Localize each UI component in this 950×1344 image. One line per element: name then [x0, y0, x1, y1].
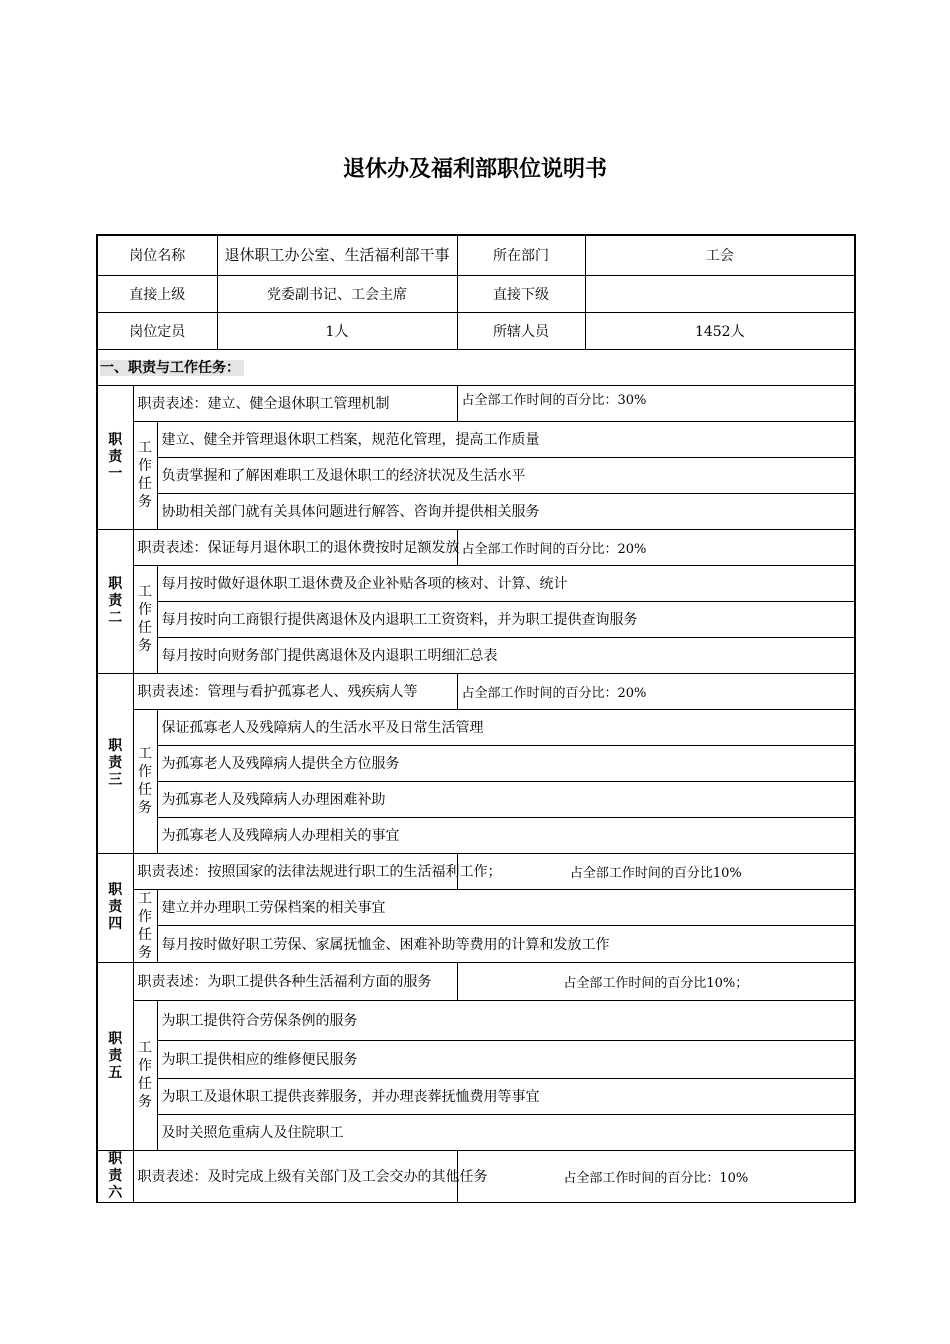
work-task-label-char: 作 — [138, 1058, 152, 1074]
duty-label-char: 责 — [108, 1167, 123, 1184]
task-item: 为职工及退休职工提供丧葬服务，并办理丧葬抚恤费用等事宜 — [157, 1078, 855, 1114]
work-task-label-char: 作 — [138, 458, 152, 474]
task-row — [97, 781, 855, 817]
duty-time-percent: 占全部工作时间的百分比10% — [457, 853, 855, 889]
duty-description: 职责表述：按照国家的法律法规进行职工的生活福利工作； — [133, 853, 457, 889]
work-task-label-char: 任 — [138, 1076, 152, 1092]
task-item: 为职工提供符合劳保条例的服务 — [157, 1000, 855, 1040]
work-task-label — [133, 565, 157, 673]
task-row — [97, 1114, 855, 1150]
task-row — [97, 601, 855, 637]
duty-desc-row — [97, 673, 855, 709]
duty-label-char: 责 — [108, 1047, 123, 1064]
task-item: 为孤寡老人及残障病人提供全方位服务 — [157, 745, 855, 781]
managed-value: 1452人 — [585, 312, 855, 349]
work-task-label — [133, 421, 157, 529]
task-item: 每月按时向工商银行提供离退休及内退职工工资资料，并为职工提供查询服务 — [157, 601, 855, 637]
work-task-label — [133, 1000, 157, 1150]
work-task-label-char: 务 — [138, 494, 152, 510]
duty-label-char: 职 — [108, 882, 123, 898]
duty-desc-row — [97, 1150, 855, 1202]
dept-label: 所在部门 — [457, 235, 585, 275]
work-task-label-char: 工 — [138, 440, 152, 456]
task-item: 为孤寡老人及残障病人办理困难补助 — [157, 781, 855, 817]
duty-description: 职责表述：建立、健全退休职工管理机制 — [133, 385, 457, 421]
task-item: 及时关照危重病人及住院职工 — [157, 1114, 855, 1150]
duty-label-char: 职 — [108, 737, 123, 754]
duty-label — [97, 853, 133, 962]
position-label: 岗位名称 — [97, 235, 217, 275]
work-task-label — [133, 889, 157, 962]
section-title: 一、职责与工作任务： — [100, 360, 244, 376]
task-item: 建立并办理职工劳保档案的相关事宜 — [157, 889, 855, 926]
subordinate-label: 直接下级 — [457, 275, 585, 312]
work-task-label — [133, 709, 157, 853]
info-row-superior — [97, 275, 855, 312]
subordinate-value — [585, 275, 855, 312]
duty-label-char: 责 — [108, 899, 123, 915]
superior-label: 直接上级 — [97, 275, 217, 312]
work-task-label-char: 工 — [138, 746, 152, 762]
duty-label-char: 职 — [108, 1030, 123, 1047]
duty-label-char: 职 — [108, 431, 123, 448]
task-item: 建立、健全并管理退休职工档案，规范化管理，提高工作质量 — [157, 421, 855, 457]
task-row — [97, 926, 855, 963]
duty-desc-row — [97, 385, 855, 421]
task-row — [97, 637, 855, 673]
superior-value: 党委副书记、工会主席 — [217, 275, 457, 312]
work-task-label-char: 工 — [138, 584, 152, 600]
task-item: 为职工提供相应的维修便民服务 — [157, 1040, 855, 1078]
headcount-value: 1人 — [217, 312, 457, 349]
duty-description: 职责表述：保证每月退休职工的退休费按时足额发放 — [133, 529, 457, 565]
work-task-label-char: 工 — [138, 890, 152, 907]
task-row — [97, 817, 855, 853]
work-task-label-char: 务 — [138, 638, 152, 654]
work-task-label-char: 任 — [138, 926, 152, 943]
work-task-label-char: 作 — [138, 602, 152, 618]
duty-label-char: 责 — [108, 754, 123, 771]
work-task-label-char: 作 — [138, 908, 152, 925]
work-task-label-char: 务 — [138, 1094, 152, 1110]
work-task-label-char: 务 — [138, 800, 152, 816]
duty-description: 职责表述：为职工提供各种生活福利方面的服务 — [133, 962, 457, 1000]
task-row — [97, 457, 855, 493]
duty-label-char: 三 — [108, 771, 123, 788]
task-row — [97, 1078, 855, 1114]
duty-description: 职责表述：及时完成上级有关部门及工会交办的其他任务 — [133, 1150, 457, 1202]
duty-label-char: 责 — [108, 592, 123, 609]
task-row — [97, 1040, 855, 1078]
duty-label — [97, 962, 133, 1150]
duty-label-char: 一 — [108, 465, 123, 482]
task-row — [97, 565, 855, 601]
duty-time-percent: 占全部工作时间的百分比：10% — [457, 1150, 855, 1202]
duty-description: 职责表述：管理与看护孤寡老人、残疾病人等 — [133, 673, 457, 709]
work-task-label-char: 作 — [138, 764, 152, 780]
headcount-label: 岗位定员 — [97, 312, 217, 349]
task-item: 负责掌握和了解困难职工及退休职工的经济状况及生活水平 — [157, 457, 855, 493]
duty-label-char: 五 — [108, 1064, 123, 1081]
duty-label — [97, 385, 133, 529]
page-title: 退休办及福利部职位说明书 — [342, 157, 607, 182]
duty-desc-row — [97, 529, 855, 565]
dept-value: 工会 — [585, 235, 855, 275]
task-item: 每月按时做好职工劳保、家属抚恤金、困难补助等费用的计算和发放工作 — [157, 926, 855, 963]
duty-desc-row — [97, 853, 855, 889]
work-task-label-char: 任 — [138, 620, 152, 636]
position-value: 退休职工办公室、生活福利部干事 — [217, 235, 457, 275]
duty-label-char: 职 — [108, 575, 123, 592]
managed-label: 所辖人员 — [457, 312, 585, 349]
duty-label-char: 四 — [108, 916, 123, 932]
duty-label — [97, 529, 133, 673]
task-item: 协助相关部门就有关具体问题进行解答、咨询并提供相关服务 — [157, 493, 855, 529]
task-row — [97, 421, 855, 457]
duty-time-percent: 占全部工作时间的百分比：30% — [457, 385, 855, 421]
duty-label — [97, 673, 133, 853]
info-row-headcount — [97, 312, 855, 349]
work-task-label-char: 工 — [138, 1040, 152, 1056]
task-row — [97, 1000, 855, 1040]
job-description-table — [96, 234, 856, 1203]
task-item: 每月按时向财务部门提供离退休及内退职工明细汇总表 — [157, 637, 855, 673]
task-item: 每月按时做好退休职工退休费及企业补贴各项的核对、计算、统计 — [157, 565, 855, 601]
task-item: 为孤寡老人及残障病人办理相关的事宜 — [157, 817, 855, 853]
duty-label-char: 二 — [108, 609, 123, 626]
duty-label-char: 职 — [108, 1150, 123, 1167]
duty-label-char: 六 — [108, 1184, 123, 1201]
duty-time-percent: 占全部工作时间的百分比：20% — [457, 529, 855, 565]
task-row — [97, 745, 855, 781]
task-row — [97, 709, 855, 745]
section-header-row — [97, 349, 855, 385]
duty-label — [97, 1150, 133, 1202]
duty-desc-row — [97, 962, 855, 1000]
task-row — [97, 493, 855, 529]
work-task-label-char: 任 — [138, 782, 152, 798]
info-row-position — [97, 235, 855, 275]
task-row — [97, 889, 855, 926]
duty-time-percent: 占全部工作时间的百分比10%； — [457, 962, 855, 1000]
work-task-label-char: 任 — [138, 476, 152, 492]
duty-time-percent: 占全部工作时间的百分比：20% — [457, 673, 855, 709]
work-task-label-char: 务 — [138, 944, 152, 961]
task-item: 保证孤寡老人及残障病人的生活水平及日常生活管理 — [157, 709, 855, 745]
duty-label-char: 责 — [108, 448, 123, 465]
